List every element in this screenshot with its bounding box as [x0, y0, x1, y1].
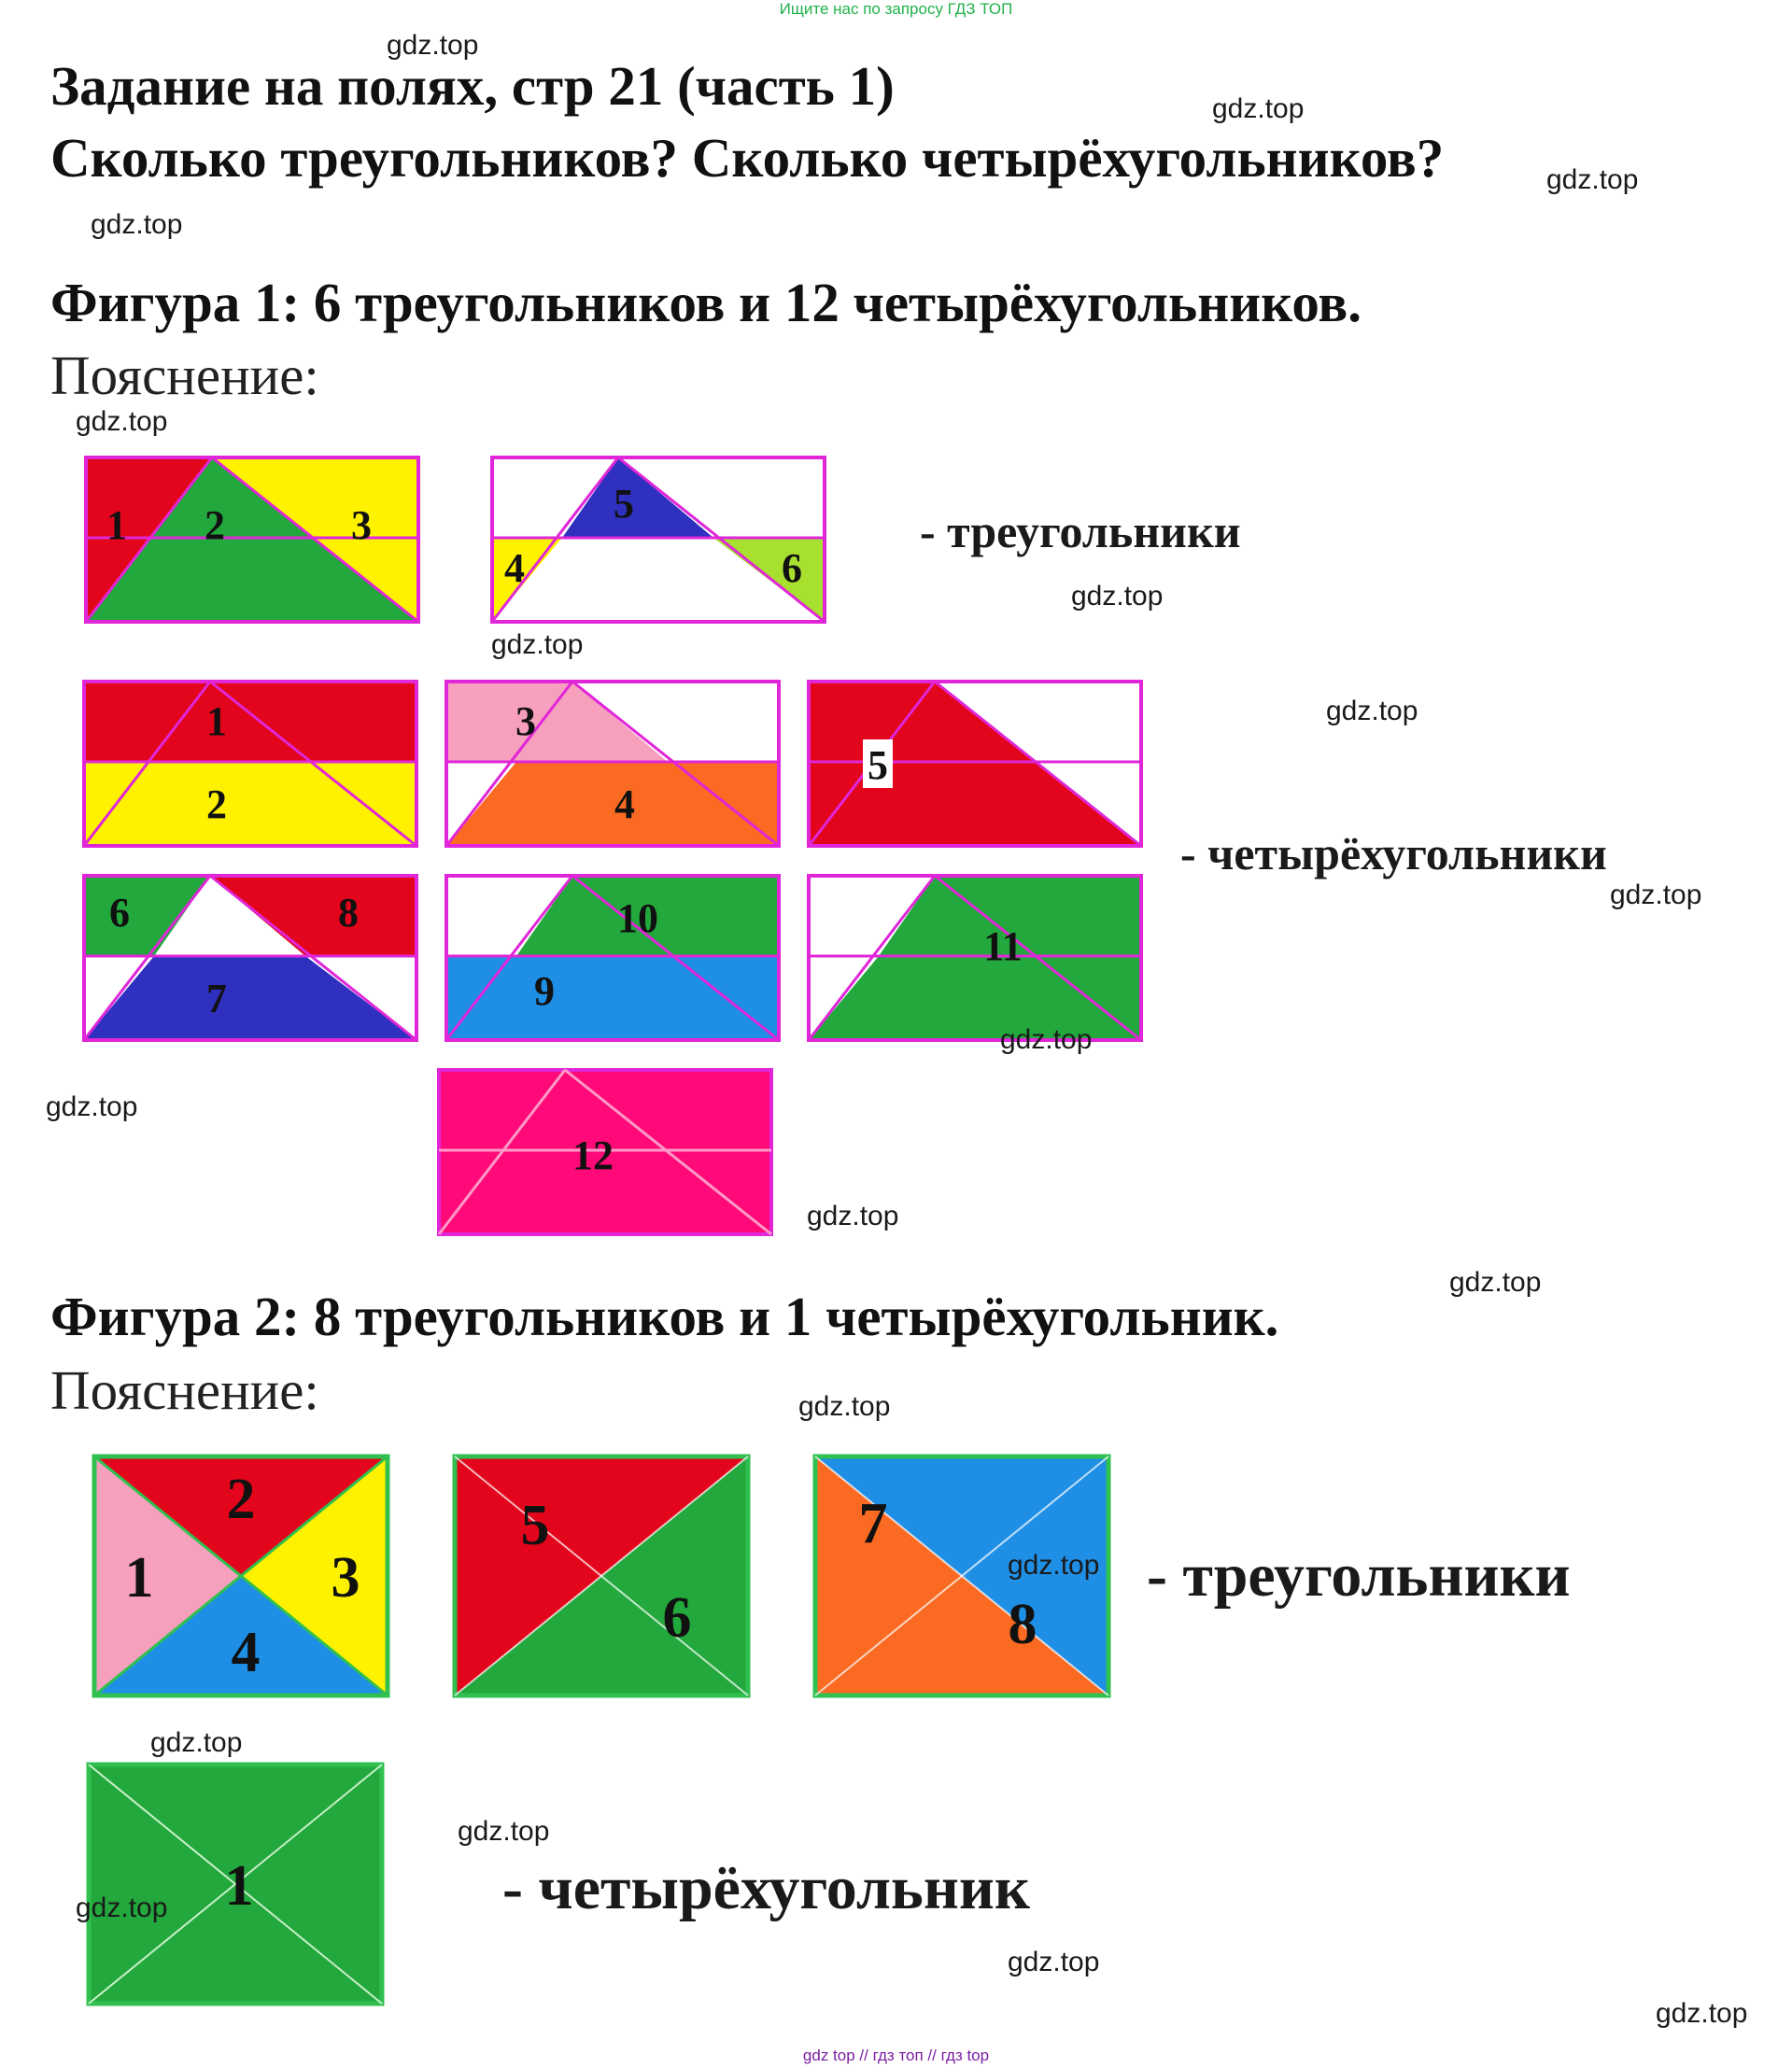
- footer-note: gdz top // гдз топ // гдз top: [802, 2047, 990, 2064]
- fig1-triangle-label-3: 3: [351, 502, 372, 548]
- watermark: gdz.top: [491, 629, 584, 660]
- fig2-quad-label-1: 1: [224, 1854, 254, 1918]
- fig1-quad-label-6: 6: [109, 890, 130, 936]
- fig1-quads-3-4: [446, 682, 779, 846]
- fig1-triangles-legend: - треугольники: [920, 505, 1241, 557]
- watermark: gdz.top: [1546, 164, 1639, 195]
- fig1-quad-label-5: 5: [868, 742, 888, 788]
- fig2-triangle-label-1: 1: [124, 1546, 154, 1610]
- fig1-quad-label-11: 11: [983, 923, 1023, 969]
- watermark: gdz.top: [1326, 696, 1418, 726]
- fig2-triangle-label-6: 6: [662, 1586, 692, 1650]
- watermark: gdz.top: [150, 1727, 243, 1758]
- figure1-explanation-label: Пояснение:: [50, 345, 319, 406]
- watermark: gdz.top: [46, 1091, 138, 1122]
- fig1-triangle-label-4: 4: [504, 545, 525, 591]
- task-title: Задание на полях, стр 21 (часть 1): [50, 55, 895, 117]
- fig1-quad-5-figure: [809, 682, 1141, 846]
- fig1-quad-label-3: 3: [515, 698, 536, 744]
- fig2-triangle-label-3: 3: [331, 1546, 360, 1610]
- watermark: gdz.top: [387, 30, 479, 61]
- fig1-quads-6-7-8: [84, 876, 416, 1040]
- fig1-quad-9: [446, 956, 779, 1040]
- fig2-triangle-label-8: 8: [1008, 1593, 1037, 1656]
- watermark: gdz.top: [1008, 1947, 1100, 1977]
- fig1-quad-label-7: 7: [206, 976, 227, 1021]
- fig1-quad-label-10: 10: [617, 895, 658, 941]
- watermark: gdz.top: [76, 406, 168, 437]
- watermark: gdz.top: [807, 1201, 899, 1231]
- fig1-triangles-a: [86, 457, 418, 622]
- fig2-triangles-5-6: [455, 1456, 748, 1695]
- watermark: gdz.top: [76, 1892, 168, 1923]
- watermark: gdz.top: [1008, 1550, 1100, 1581]
- fig1-quad-label-2: 2: [206, 781, 227, 827]
- watermark: gdz.top: [91, 209, 183, 240]
- watermark: gdz.top: [1212, 93, 1305, 124]
- figure2-explanation-label: Пояснение:: [50, 1359, 319, 1421]
- fig1-quad-label-8: 8: [338, 890, 359, 936]
- fig2-triangle-label-4: 4: [231, 1621, 261, 1684]
- fig1-triangle-label-5: 5: [614, 481, 634, 527]
- fig2-triangle-label-2: 2: [226, 1468, 256, 1531]
- fig1-quad-1: [84, 682, 416, 762]
- fig1-quad-12-figure: [439, 1070, 771, 1234]
- watermark: gdz.top: [1071, 581, 1164, 612]
- fig2-triangles-legend: - треугольники: [1147, 1541, 1571, 1610]
- watermark: gdz.top: [798, 1391, 891, 1422]
- fig1-quad-2: [84, 762, 416, 846]
- fig1-quad-label-1: 1: [206, 698, 227, 744]
- fig1-quads-1-2: [84, 682, 416, 846]
- fig1-quad-label-12: 12: [572, 1132, 614, 1178]
- watermark: gdz.top: [1610, 879, 1702, 910]
- fig2-triangle-label-7: 7: [858, 1492, 888, 1555]
- fig2-quad-figure: [89, 1765, 382, 2004]
- fig1-quads-9-10: [446, 876, 779, 1040]
- figure1-answer: Фигура 1: 6 треугольников и 12 четырёхугольников.: [50, 272, 1362, 333]
- fig2-triangle-label-5: 5: [520, 1494, 550, 1557]
- watermark: gdz.top: [1000, 1024, 1093, 1055]
- fig2-triangles-1-4: [94, 1456, 388, 1695]
- watermark: gdz.top: [1449, 1267, 1542, 1298]
- fig2-quads-legend: - четырёхугольник: [502, 1854, 1030, 1922]
- fig1-quad-11-figure: [809, 876, 1141, 1040]
- figure2-answer: Фигура 2: 8 треугольников и 1 четырёхугольник.: [50, 1286, 1279, 1347]
- fig1-quad-label-4: 4: [614, 781, 635, 827]
- fig1-triangle-label-1: 1: [106, 502, 127, 548]
- search-hint-banner: Ищите нас по запросу ГДЗ ТОП: [779, 0, 1013, 18]
- fig1-quads-legend: - четырёхугольники: [1180, 827, 1607, 879]
- watermark: gdz.top: [458, 1816, 550, 1847]
- fig1-triangles-b: [492, 457, 825, 622]
- fig1-triangle-label-2: 2: [205, 502, 225, 548]
- watermark: gdz.top: [1656, 1998, 1748, 2029]
- fig1-triangle-label-6: 6: [782, 545, 802, 591]
- question-title: Сколько треугольников? Сколько четырёхугольников?: [50, 127, 1445, 189]
- fig1-quad-label-9: 9: [534, 968, 555, 1014]
